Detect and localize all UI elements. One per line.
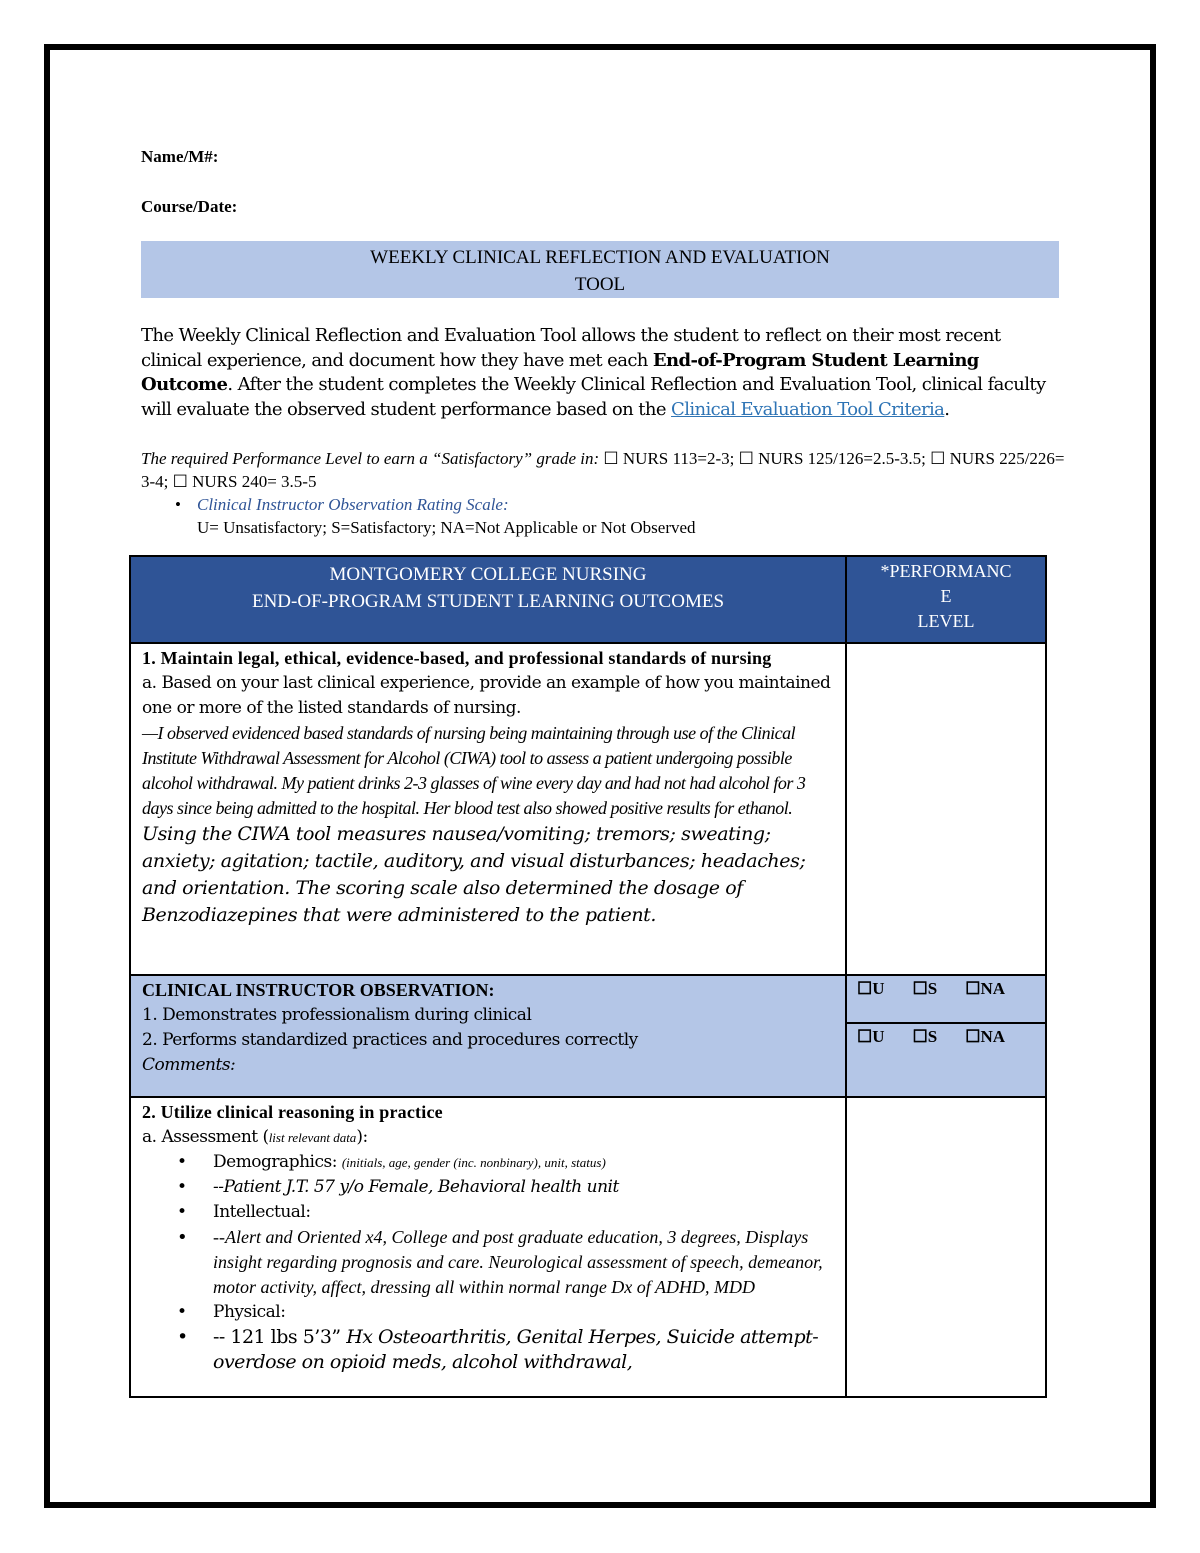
observation-cell <box>130 975 846 1097</box>
rating-scale-title: Clinical Instructor Observation Rating Scale: <box>197 495 509 514</box>
rating-scale <box>175 493 696 539</box>
document-title-line2: TOOL <box>574 274 626 295</box>
name-label: Name/M#: <box>141 147 219 166</box>
observation-item-1-rating <box>846 975 1046 1023</box>
rating-u-checkbox[interactable]: ☐U <box>857 1027 885 1046</box>
outcomes-header-line1: MONTGOMERY COLLEGE NURSING <box>329 564 647 585</box>
assessment-hint: list relevant data <box>268 1130 357 1145</box>
physical-detail-italic: Hx Osteoarthritis, Genital Herpes, Suicide attempt- overdose on opioid meds, alcohol withdrawal, <box>213 1326 819 1373</box>
rating-na-checkbox[interactable]: ☐NA <box>965 979 1006 998</box>
performance-header-line3: LEVEL <box>917 611 975 631</box>
assessment-label <box>142 1125 835 1150</box>
performance-header-line2: E <box>940 586 952 606</box>
list-item <box>213 1150 835 1175</box>
assessment-end: ): <box>356 1127 368 1147</box>
outcome-1-answer[interactable]: —I observed evidenced based standards of nursing being maintaining through use of the Clinical Institute Withdrawal Assessment for Alcohol (CIWA) tool to assess a patient undergoing possible alcohol withdrawal. My patient drinks 2-3 glasses of wine every day and had not had alcohol for 3 days since being admitted to the hospital. Her blood test also showed positive results for ethanol. <box>142 723 806 818</box>
requirement-levels: ☐ NURS 113=2-3; ☐ NURS 125/126=2.5-3.5; ☐ NURS 225/226= 3-4; ☐ NURS 240= 3.5-5 <box>141 449 1065 491</box>
criteria-link[interactable]: Clinical Evaluation Tool Criteria <box>671 398 945 420</box>
rating-s-checkbox[interactable]: ☐S <box>912 979 938 998</box>
observation-item-1: 1. Demonstrates professionalism during clinical <box>142 1005 532 1025</box>
outcomes-header-line2: END-OF-PROGRAM STUDENT LEARNING OUTCOMES <box>251 591 725 612</box>
intro-bold: End-of-Program Student Learning Outcome <box>141 349 979 395</box>
rating-u-checkbox[interactable]: ☐U <box>857 979 885 998</box>
performance-requirement <box>141 447 1071 493</box>
outcomes-table <box>129 555 1047 1398</box>
outcome-1-prompt: a. Based on your last clinical experience, provide an example of how you maintained one or more of the listed standards of nursing. <box>142 673 831 718</box>
outcome-1-performance-cell[interactable] <box>846 643 1046 975</box>
outcome-1-title: 1. Maintain legal, ethical, evidence-based, and professional standards of nursing <box>142 648 772 668</box>
outcome-1-cell <box>130 643 846 975</box>
bullet-icon: • <box>175 495 181 514</box>
document-title-banner <box>141 241 1059 298</box>
list-item[interactable] <box>213 1325 835 1375</box>
document-title-line1: WEEKLY CLINICAL REFLECTION AND EVALUATION <box>370 247 830 268</box>
outcome-2-cell <box>130 1097 846 1397</box>
outcome-2-title: 2. Utilize clinical reasoning in practice <box>142 1102 443 1122</box>
outcome-2-performance-cell[interactable] <box>846 1097 1046 1397</box>
physical-detail: -- 121 lbs 5’3” <box>213 1326 347 1348</box>
demographics-label: Demographics: <box>213 1152 342 1172</box>
intro-text-2: . After the student completes the Weekly Clinical Reflection and Evaluation Tool, clinical faculty will evaluate the observed student performance based on the <box>141 374 1046 420</box>
performance-header-line1: *PERFORMANC <box>880 561 1012 581</box>
intro-text-3: . <box>944 398 950 420</box>
course-date-label: Course/Date: <box>141 197 238 216</box>
observation-item-2: 2. Performs standardized practices and procedures correctly <box>142 1030 638 1050</box>
assessment-text: a. Assessment ( <box>142 1127 269 1147</box>
rating-s-checkbox[interactable]: ☐S <box>912 1027 938 1046</box>
rating-na-checkbox[interactable]: ☐NA <box>965 1027 1006 1046</box>
observation-title: CLINICAL INSTRUCTOR OBSERVATION: <box>142 980 495 1000</box>
list-item: • Physical: <box>213 1300 835 1325</box>
demographics-hint: (initials, age, gender (inc. nonbinary), unit, status) <box>341 1155 606 1170</box>
rating-scale-legend: U= Unsatisfactory; S=Satisfactory; NA=Not Applicable or Not Observed <box>197 518 696 537</box>
list-item: • Intellectual: <box>213 1200 835 1225</box>
list-item[interactable]: • --Patient J.T. 57 y/o Female, Behavioral health unit <box>213 1175 835 1200</box>
outcomes-header <box>130 556 846 643</box>
intro-text: The Weekly Clinical Reflection and Evaluation Tool allows the student to reflect on their most recent clinical experience, and document how they have met each <box>141 325 1001 371</box>
intro-paragraph <box>141 324 1061 422</box>
observation-item-2-rating <box>846 1023 1046 1097</box>
assessment-list <box>142 1150 835 1375</box>
list-item[interactable]: • --Alert and Oriented x4, College and post graduate education, 3 degrees, Displays insight regarding prognosis and care. Neurological assessment of speech, demeanor, motor activity, affect, dressing all within normal range Dx of ADHD, MDD <box>213 1225 835 1300</box>
outcome-1-answer-continued[interactable]: Using the CIWA tool measures nausea/vomiting; tremors; sweating; anxiety; agitation; tactile, auditory, and visual disturbances; headaches; and orientation. The scoring scale also determined the dosage of Benzodiazepines that were administered to the patient. <box>142 823 806 926</box>
requirement-label: The required Performance Level to earn a “Satisfactory” grade in: <box>141 449 600 468</box>
performance-level-header <box>846 556 1046 643</box>
observation-comments[interactable]: Comments: <box>142 1055 236 1075</box>
